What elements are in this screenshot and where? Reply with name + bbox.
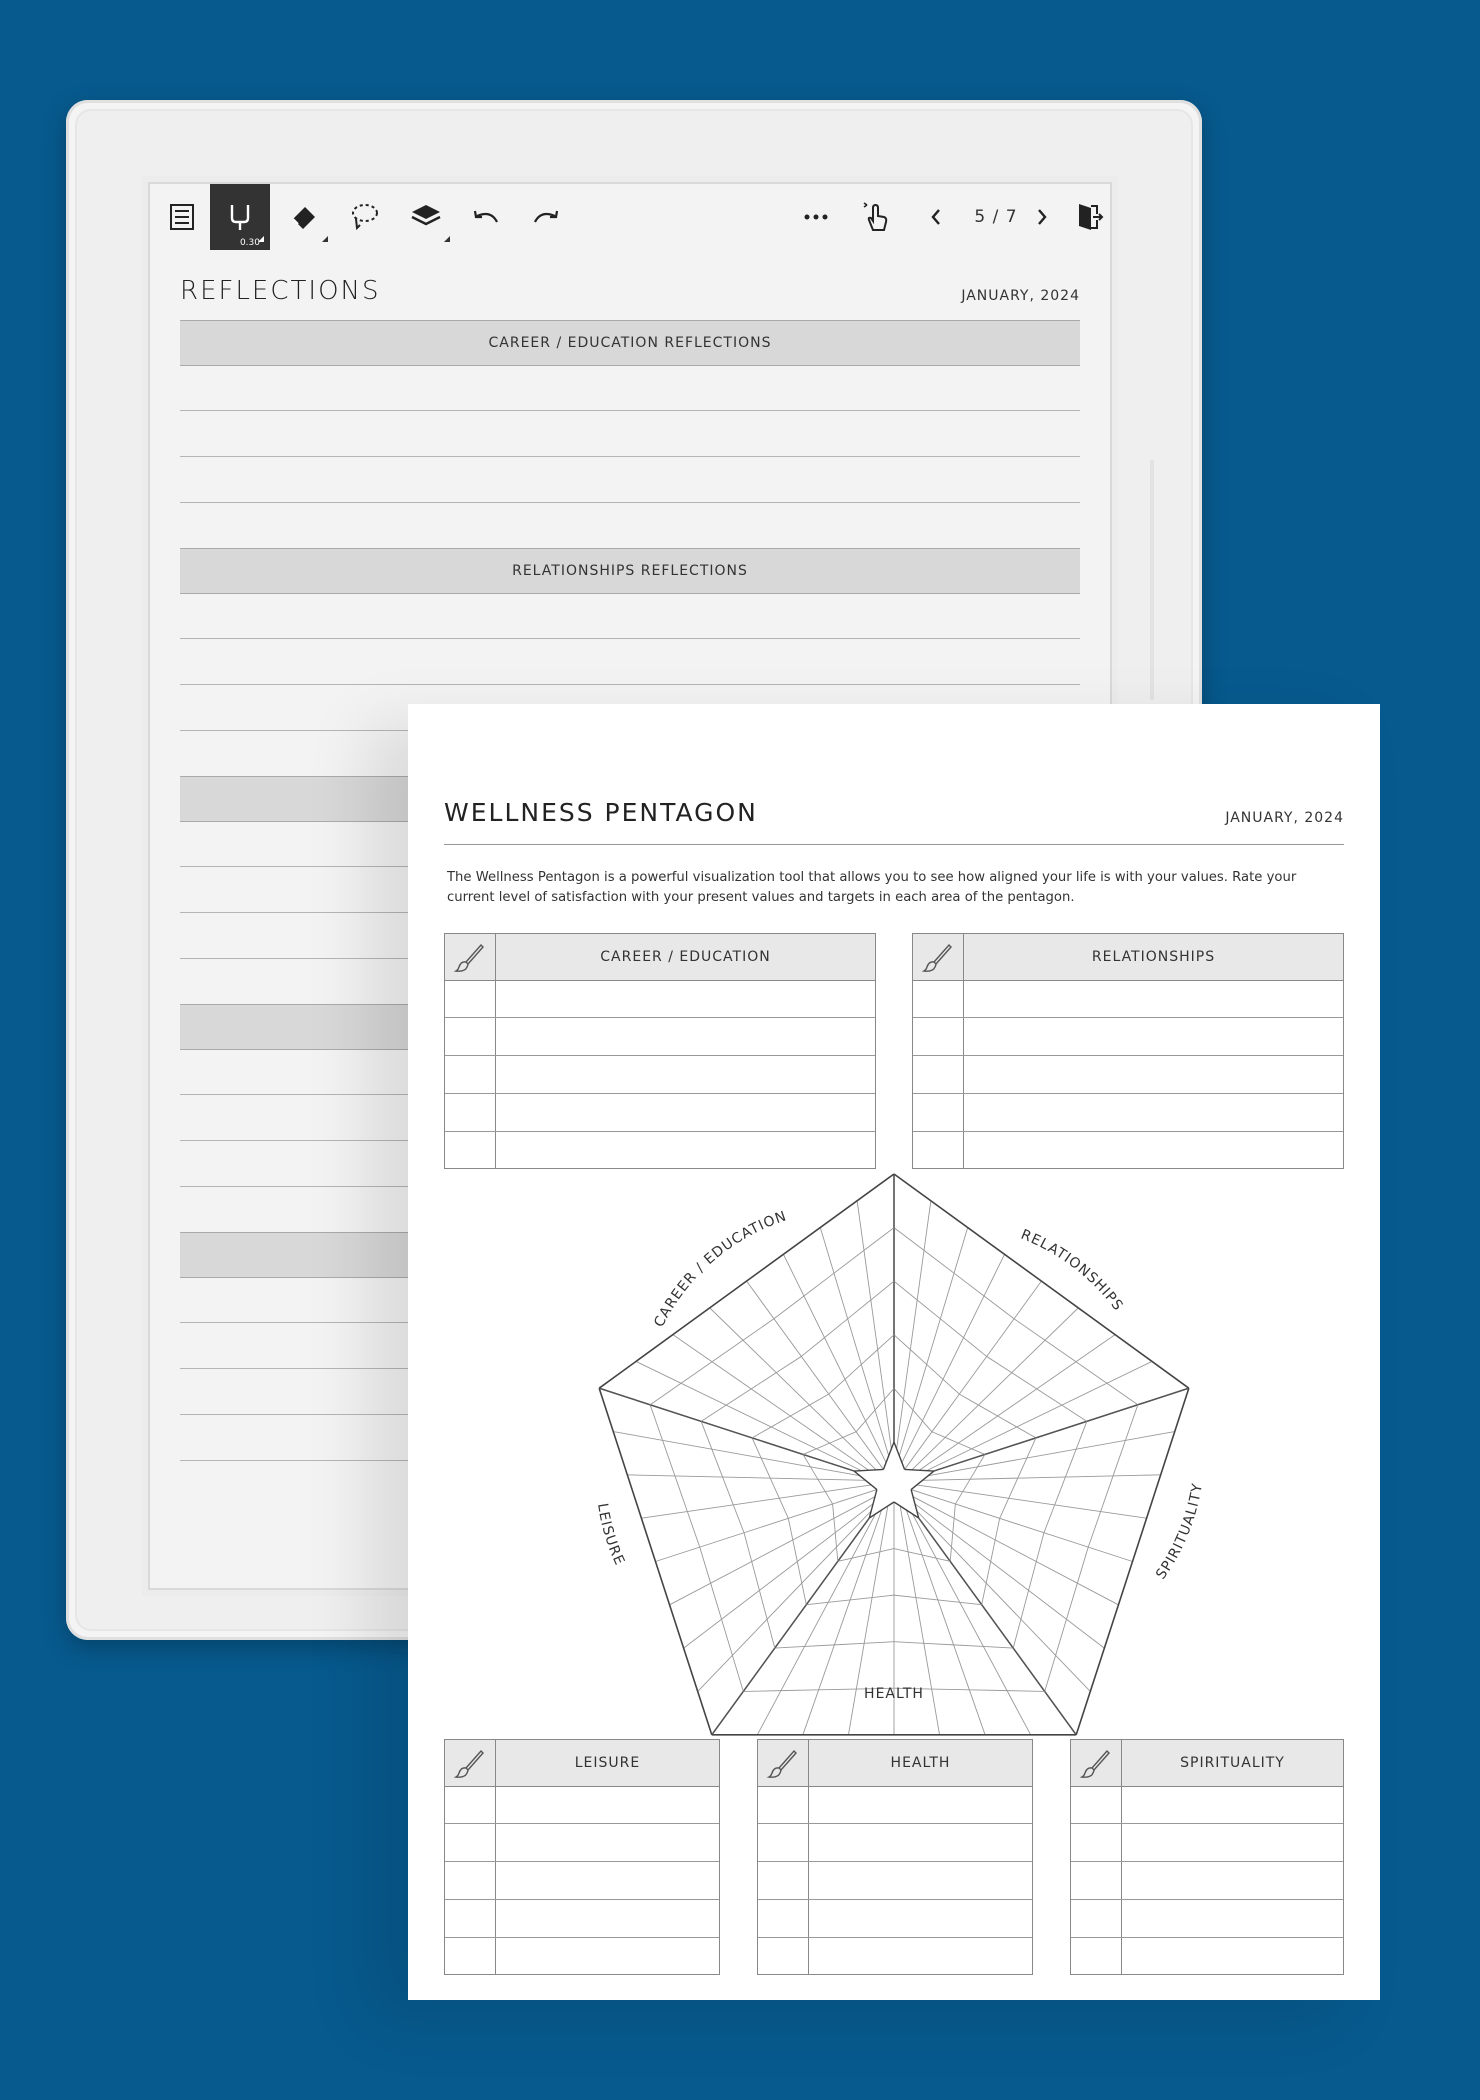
grid-ring — [711, 1583, 722, 1619]
grid-ring — [1017, 1427, 1036, 1438]
grid-ring — [913, 1410, 922, 1421]
row-line — [1071, 1823, 1343, 1824]
page-title: REFLECTIONS — [180, 276, 381, 306]
wellness-pentagon-sheet — [408, 704, 1380, 2000]
grid-ring — [1065, 1449, 1076, 1477]
grid-ring — [940, 1319, 963, 1338]
row-line — [1071, 1861, 1343, 1862]
grid-ring — [803, 1449, 816, 1455]
lasso-icon — [347, 200, 381, 234]
pen-size-label: 0.30 — [239, 238, 260, 248]
grid-spoke — [934, 1388, 1189, 1471]
grid-ring — [866, 1552, 880, 1555]
grid-ring — [837, 1547, 838, 1561]
grid-ring — [866, 1410, 875, 1421]
grid-ring — [701, 1405, 726, 1421]
undo-button[interactable] — [456, 184, 516, 250]
grid-ring — [963, 1479, 970, 1491]
grid-ring — [872, 1595, 894, 1597]
grid-ring — [894, 1388, 903, 1399]
grid-ring — [828, 1600, 850, 1602]
layers-options-indicator — [444, 236, 450, 242]
grid-spoke — [670, 1497, 875, 1605]
eraser-tool-button[interactable] — [274, 184, 334, 250]
grid-ring — [776, 1356, 801, 1372]
grid-spoke — [919, 1518, 1077, 1735]
more-dots-icon — [799, 200, 833, 234]
axis-label-spirituality: SPIRITUALITY — [1153, 1481, 1207, 1583]
grid-ring — [917, 1300, 940, 1319]
table-title: HEALTH — [890, 1755, 951, 1771]
grid-ring — [806, 1602, 828, 1604]
grid-ring — [950, 1547, 951, 1561]
grid-ring — [701, 1421, 712, 1449]
redo-icon — [529, 200, 563, 234]
grid-ring — [835, 1533, 836, 1547]
pen-tool-button[interactable] — [210, 184, 270, 250]
sheet-description: The Wellness Pentagon is a powerful visualization tool that allows you to see how aligned your life is with your values. Rate your current level of satisfaction with your present values and targets in each area of the pentagon. — [447, 870, 1297, 905]
grid-ring — [953, 1518, 954, 1532]
row-line — [1071, 1899, 1343, 1900]
eraser-icon — [287, 200, 321, 234]
grid-ring — [916, 1598, 938, 1600]
grid-ring — [759, 1590, 767, 1619]
grid-ring — [987, 1356, 1012, 1372]
undo-icon — [469, 200, 503, 234]
layers-icon — [409, 200, 443, 234]
grid-ring — [712, 1449, 723, 1477]
column-divider — [808, 1786, 809, 1974]
grid-ring — [1066, 1583, 1077, 1619]
grid-spoke — [641, 1485, 871, 1518]
grid-ring — [805, 1645, 835, 1647]
grid-ring — [983, 1646, 1013, 1648]
grid-ring — [1077, 1547, 1088, 1583]
grid-ring — [1044, 1505, 1055, 1533]
grid-spoke — [710, 1308, 876, 1470]
table-title: LEISURE — [574, 1755, 641, 1771]
chevron-right-icon — [1025, 200, 1059, 234]
grid-ring — [978, 1405, 997, 1416]
grid-ring — [885, 1388, 894, 1399]
grid-ring — [819, 1689, 857, 1690]
grid-ring — [1036, 1533, 1044, 1562]
grid-ring — [810, 1394, 829, 1405]
axis-label-career: CAREER / EDUCATION — [651, 1208, 790, 1330]
grid-ring — [972, 1449, 985, 1455]
grid-ring — [1037, 1389, 1062, 1405]
grid-ring — [875, 1399, 884, 1410]
grid-ring — [982, 1583, 986, 1605]
grid-ring — [802, 1583, 806, 1605]
grid-ring — [743, 1691, 781, 1692]
grid-ring — [788, 1518, 792, 1540]
grid-ring — [1021, 1590, 1029, 1619]
grid-spoke — [915, 1504, 1104, 1648]
grid-ring — [958, 1443, 971, 1449]
table-title: RELATIONSHIPS — [1091, 949, 1216, 965]
writing-line[interactable] — [180, 456, 1080, 457]
grid-ring — [1076, 1421, 1087, 1449]
grid-ring — [650, 1383, 681, 1404]
grid-ring — [959, 1394, 978, 1405]
pen-icon — [223, 200, 257, 234]
more-options-button[interactable] — [786, 184, 846, 250]
grid-spoke — [636, 1361, 861, 1470]
redo-button[interactable] — [516, 184, 576, 250]
grid-ring — [663, 1440, 675, 1476]
grid-ring — [932, 1432, 945, 1438]
exit-door-icon — [1071, 200, 1105, 234]
page-date: JANUARY, 2024 — [961, 288, 1080, 304]
row-line — [758, 1861, 1032, 1862]
grid-ring — [932, 1689, 970, 1690]
grid-ring — [779, 1498, 788, 1518]
grid-ring — [1045, 1340, 1076, 1361]
grid-ring — [1107, 1383, 1138, 1404]
grid-ring — [927, 1364, 943, 1379]
grid-ring — [681, 1362, 712, 1383]
grid-spoke — [627, 1475, 865, 1480]
lasso-tool-button[interactable] — [334, 184, 394, 250]
grid-ring — [818, 1479, 825, 1491]
grid-ring — [833, 1504, 834, 1518]
grid-ring — [834, 1250, 864, 1273]
table-title: CAREER / EDUCATION — [600, 949, 771, 965]
grid-ring — [951, 1533, 952, 1547]
grid-spoke — [599, 1388, 854, 1471]
grid-ring — [861, 1350, 877, 1365]
touch-hand-icon — [859, 200, 893, 234]
grid-ring — [864, 1642, 894, 1644]
grid-spoke — [923, 1475, 1161, 1480]
grid-ring — [801, 1338, 824, 1357]
grid-ring — [954, 1645, 984, 1647]
grid-ring — [955, 1492, 962, 1504]
grid-ring — [848, 1300, 871, 1319]
pentagon-edge — [599, 1174, 894, 1388]
column-divider — [1121, 1786, 1122, 1974]
grid-spoke — [913, 1497, 1118, 1605]
grid-ring — [998, 1416, 1017, 1427]
grid-ring — [878, 1335, 894, 1350]
pentagon-edge — [894, 1174, 1189, 1388]
grid-ring — [943, 1379, 959, 1394]
writing-line[interactable] — [180, 638, 1080, 639]
row-line — [758, 1937, 1032, 1938]
grid-ring — [743, 1319, 774, 1340]
grid-ring — [744, 1533, 752, 1562]
grid-ring — [894, 1228, 924, 1251]
rating-table-spirituality — [1070, 1739, 1344, 1975]
grid-ring — [954, 1504, 955, 1518]
grid-ring — [986, 1562, 990, 1584]
grid-ring — [924, 1250, 954, 1273]
grid-ring — [1088, 1512, 1100, 1548]
row-line — [758, 1823, 1032, 1824]
sheet-title: WELLNESS PENTAGON — [444, 798, 758, 827]
grid-ring — [922, 1421, 931, 1432]
grid-spoke — [919, 1335, 1115, 1471]
grid-ring — [945, 1437, 958, 1443]
paintbrush-icon — [758, 1740, 809, 1786]
grid-ring — [1012, 1373, 1037, 1389]
grid-spoke — [684, 1504, 873, 1648]
grid-ring — [964, 1338, 987, 1357]
grid-ring — [790, 1405, 809, 1416]
axis-label-relationships: RELATIONSHIPS — [1018, 1226, 1127, 1315]
grid-ring — [852, 1555, 866, 1558]
grid-ring — [775, 1646, 805, 1648]
list-icon — [165, 200, 199, 234]
axis-label-leisure: LEISURE — [594, 1502, 628, 1569]
grid-ring — [723, 1477, 734, 1505]
grid-ring — [1007, 1691, 1045, 1692]
grid-ring — [770, 1478, 779, 1498]
grid-ring — [1029, 1562, 1037, 1591]
paintbrush-icon — [445, 1740, 496, 1786]
grid-ring — [1076, 1362, 1107, 1383]
grid-ring — [856, 1421, 865, 1432]
paintbrush-icon — [1071, 1740, 1122, 1786]
grid-ring — [650, 1405, 662, 1441]
row-line — [1071, 1937, 1343, 1938]
previous-page-button[interactable] — [906, 184, 966, 250]
grid-ring — [1062, 1405, 1087, 1421]
grid-ring — [984, 1296, 1014, 1319]
grid-ring — [880, 1549, 894, 1552]
column-divider — [495, 1786, 496, 1974]
grid-ring — [825, 1492, 832, 1504]
grid-ring — [781, 1690, 819, 1691]
device-side-button — [1150, 460, 1154, 700]
pentagon-grid — [599, 1174, 1189, 1735]
grid-ring — [712, 1340, 743, 1361]
toolbar — [150, 184, 1110, 250]
grid-ring — [843, 1432, 856, 1438]
grid-ring — [894, 1281, 917, 1300]
grid-ring — [1009, 1478, 1018, 1498]
grid-ring — [700, 1547, 711, 1583]
grid-ring — [871, 1281, 894, 1300]
grid-ring — [1125, 1405, 1137, 1441]
eraser-options-indicator — [322, 236, 328, 242]
grid-ring — [1056, 1619, 1067, 1655]
grid-ring — [1014, 1319, 1045, 1340]
writing-line[interactable] — [180, 502, 1080, 503]
page-indicator: 5 / 7 — [974, 207, 1018, 227]
grid-ring — [816, 1443, 829, 1449]
writing-line[interactable] — [180, 684, 1080, 685]
grid-ring — [938, 1600, 960, 1602]
grid-ring — [969, 1690, 1007, 1691]
grid-spoke — [820, 1228, 888, 1456]
exit-button[interactable] — [1058, 184, 1112, 250]
grid-ring — [1018, 1458, 1027, 1478]
grid-spoke — [917, 1485, 1147, 1518]
grid-ring — [722, 1619, 733, 1655]
grid-ring — [1101, 1476, 1113, 1512]
grid-ring — [924, 1643, 954, 1645]
grid-ring — [732, 1655, 743, 1691]
grid-ring — [804, 1273, 834, 1296]
row-line — [445, 1823, 719, 1824]
grid-ring — [894, 1549, 908, 1552]
chevron-left-icon — [919, 200, 953, 234]
row-line — [445, 1861, 719, 1862]
center-star-edge — [894, 1442, 905, 1469]
grid-ring — [1045, 1655, 1056, 1691]
sheet-date: JANUARY, 2024 — [1225, 810, 1344, 826]
grid-ring — [850, 1598, 872, 1600]
row-line — [445, 1899, 719, 1900]
grid-ring — [894, 1595, 916, 1597]
touch-toggle-button[interactable] — [846, 184, 906, 250]
table-title: SPIRITUALITY — [1180, 1755, 1285, 1771]
layers-button[interactable] — [396, 184, 456, 250]
row-line — [445, 1937, 719, 1938]
grid-spoke — [712, 1518, 870, 1735]
grid-spoke — [899, 1228, 967, 1456]
grid-ring — [894, 1335, 910, 1350]
grid-ring — [752, 1562, 760, 1591]
grid-ring — [970, 1467, 977, 1479]
grid-ring — [797, 1562, 801, 1584]
grid-ring — [991, 1540, 995, 1562]
grid-ring — [830, 1437, 843, 1443]
rating-table-leisure — [444, 1739, 720, 1975]
grid-ring — [1113, 1440, 1125, 1476]
grid-ring — [687, 1512, 699, 1548]
grid-ring — [1013, 1619, 1021, 1648]
grid-ring — [903, 1399, 912, 1410]
grid-ring — [960, 1602, 982, 1604]
grid-spoke — [905, 1281, 1042, 1469]
table-header — [758, 1740, 1032, 1787]
grid-ring — [824, 1319, 847, 1338]
grid-ring — [774, 1296, 804, 1319]
grid-ring — [675, 1476, 687, 1512]
grid-ring — [810, 1467, 817, 1479]
pen-options-indicator — [258, 236, 264, 242]
grid-ring — [771, 1416, 790, 1427]
grid-spoke — [673, 1335, 869, 1471]
grid-spoke — [927, 1361, 1152, 1470]
section-header: RELATIONSHIPS REFLECTIONS — [180, 548, 1080, 594]
grid-ring — [767, 1619, 775, 1648]
grid-ring — [922, 1555, 936, 1558]
grid-ring — [829, 1379, 845, 1394]
grid-ring — [751, 1373, 776, 1389]
rating-table-health — [757, 1739, 1033, 1975]
grid-ring — [834, 1643, 864, 1645]
grid-ring — [845, 1364, 861, 1379]
table-header — [445, 1740, 719, 1787]
grid-ring — [733, 1505, 744, 1533]
row-line — [758, 1899, 1032, 1900]
grid-ring — [726, 1389, 751, 1405]
grid-ring — [908, 1552, 922, 1555]
grid-ring — [1000, 1498, 1009, 1518]
writing-line[interactable] — [180, 410, 1080, 411]
grid-spoke — [747, 1281, 884, 1469]
grid-spoke — [698, 1511, 871, 1692]
axis-label-health: HEALTH — [864, 1686, 924, 1702]
grid-ring — [910, 1350, 926, 1365]
grid-ring — [752, 1427, 771, 1438]
grid-spoke — [917, 1511, 1090, 1692]
table-header — [1071, 1740, 1343, 1787]
table-of-contents-button[interactable] — [152, 184, 212, 250]
grid-ring — [1055, 1477, 1066, 1505]
grid-ring — [954, 1273, 984, 1296]
grid-ring — [793, 1540, 797, 1562]
section-header: CAREER / EDUCATION REFLECTIONS — [180, 320, 1080, 366]
grid-ring — [894, 1642, 924, 1644]
center-star-edge — [883, 1442, 894, 1469]
grid-ring — [995, 1518, 999, 1540]
grid-ring — [761, 1458, 770, 1478]
grid-spoke — [912, 1308, 1078, 1470]
grid-ring — [864, 1228, 894, 1251]
grid-ring — [834, 1518, 835, 1532]
